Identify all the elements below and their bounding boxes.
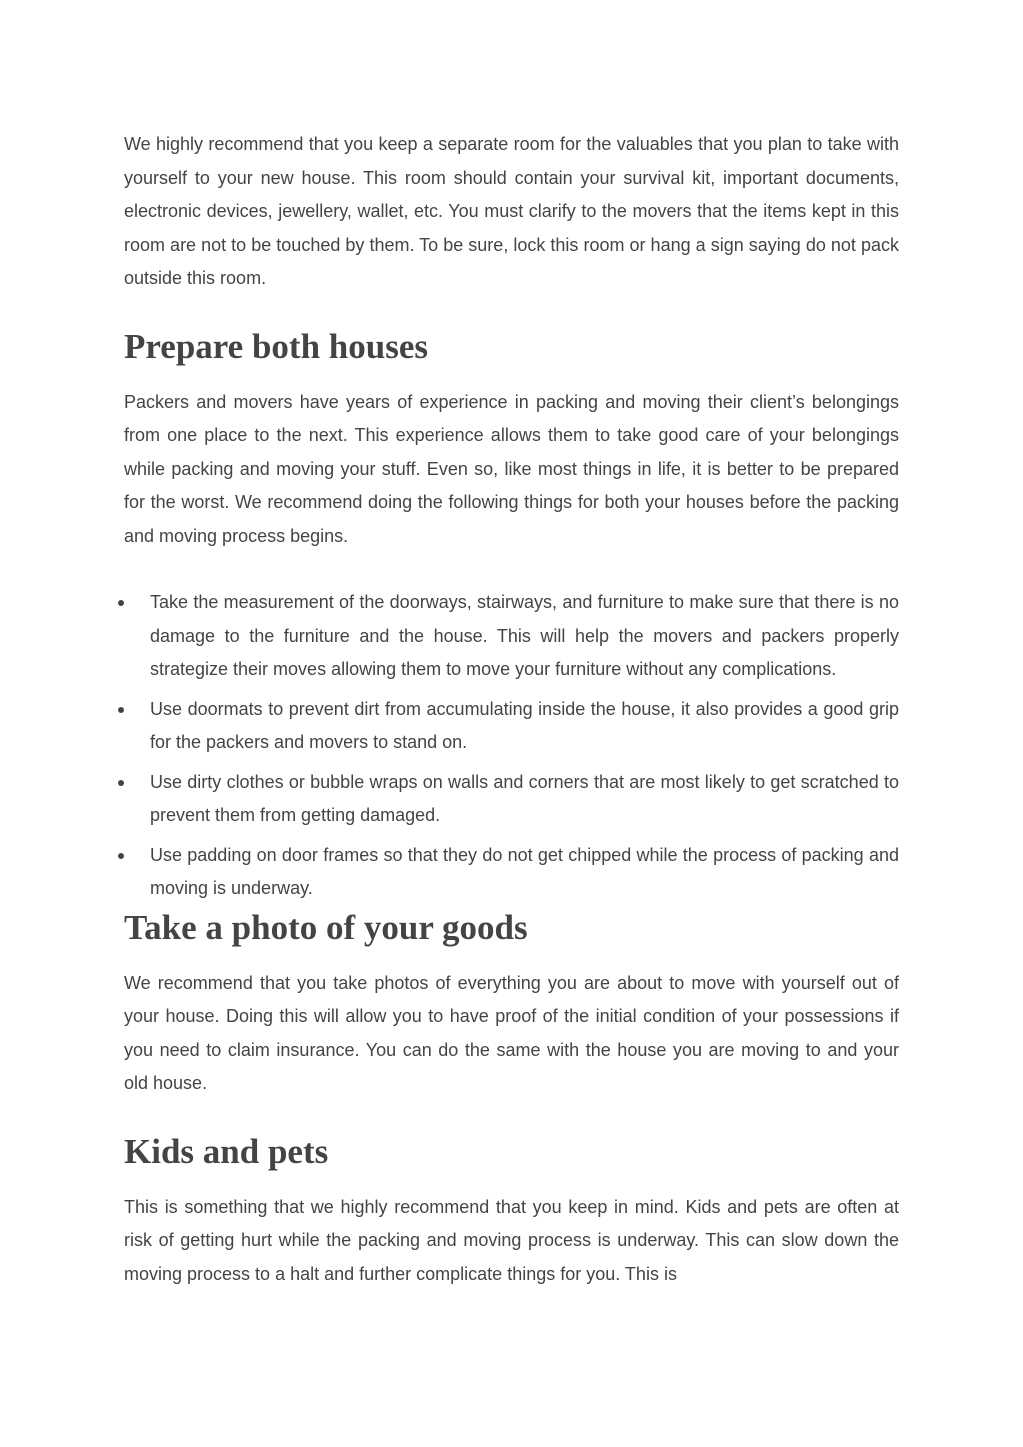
bullet-icon <box>118 853 124 859</box>
document-page <box>124 128 899 1291</box>
bullet-icon <box>118 600 124 606</box>
prepare-paragraph: Packers and movers have years of experience in packing and moving their client’s belongings from one place to the next. This experience allows them to take good care of your belongings while packing and moving your stuff. Even so, like most things in life, it is better to be prepared for the worst. We recommend doing the following things for both your houses before the packing and moving process begins. <box>124 391 899 546</box>
list-item-text: Use padding on door frames so that they do not get chipped while the process of packing and moving is underway. <box>150 844 899 898</box>
list-item-text: Take the measurement of the doorways, stairways, and furniture to make sure that there is no damage to the furniture and the house. This will help the movers and packers properly strategize their moves allowing them to move your furniture without any complications. <box>150 592 899 679</box>
list-item <box>124 766 899 833</box>
list-item <box>124 693 899 760</box>
heading-prepare-both-houses: Prepare both houses <box>124 326 429 366</box>
kids-paragraph: This is something that we highly recommend that you keep in mind. Kids and pets are often at risk of getting hurt while the packing and moving process is underway. This can slow down the moving process to a halt and further complicate things for you. This is <box>124 1196 899 1284</box>
preparation-bullet-list <box>124 586 899 906</box>
heading-kids-and-pets: Kids and pets <box>124 1131 329 1171</box>
heading-take-a-photo: Take a photo of your goods <box>124 907 528 947</box>
intro-paragraph: We highly recommend that you keep a separate room for the valuables that you plan to take with yourself to your new house. This room should contain your survival kit, important documents, electronic devices, jewellery, wallet, etc. You must clarify to the movers that the items kept in this room are not to be touched by them. To be sure, lock this room or hang a sign saying do not pack outside this room. <box>124 134 899 288</box>
bullet-icon <box>118 707 124 713</box>
list-item-text: Use doormats to prevent dirt from accumulating inside the house, it also provides a good grip for the packers and movers to stand on. <box>150 698 899 752</box>
list-item <box>124 839 899 906</box>
list-item <box>124 586 899 687</box>
photo-paragraph: We recommend that you take photos of everything you are about to move with yourself out of your house. Doing this will allow you to have proof of the initial condition of your possessions if you need to claim insurance. You can do the same with the house you are moving to and your old house. <box>124 972 899 1093</box>
list-item-text: Use dirty clothes or bubble wraps on walls and corners that are most likely to get scratched to prevent them from getting damaged. <box>150 771 899 825</box>
bullet-icon <box>118 780 124 786</box>
